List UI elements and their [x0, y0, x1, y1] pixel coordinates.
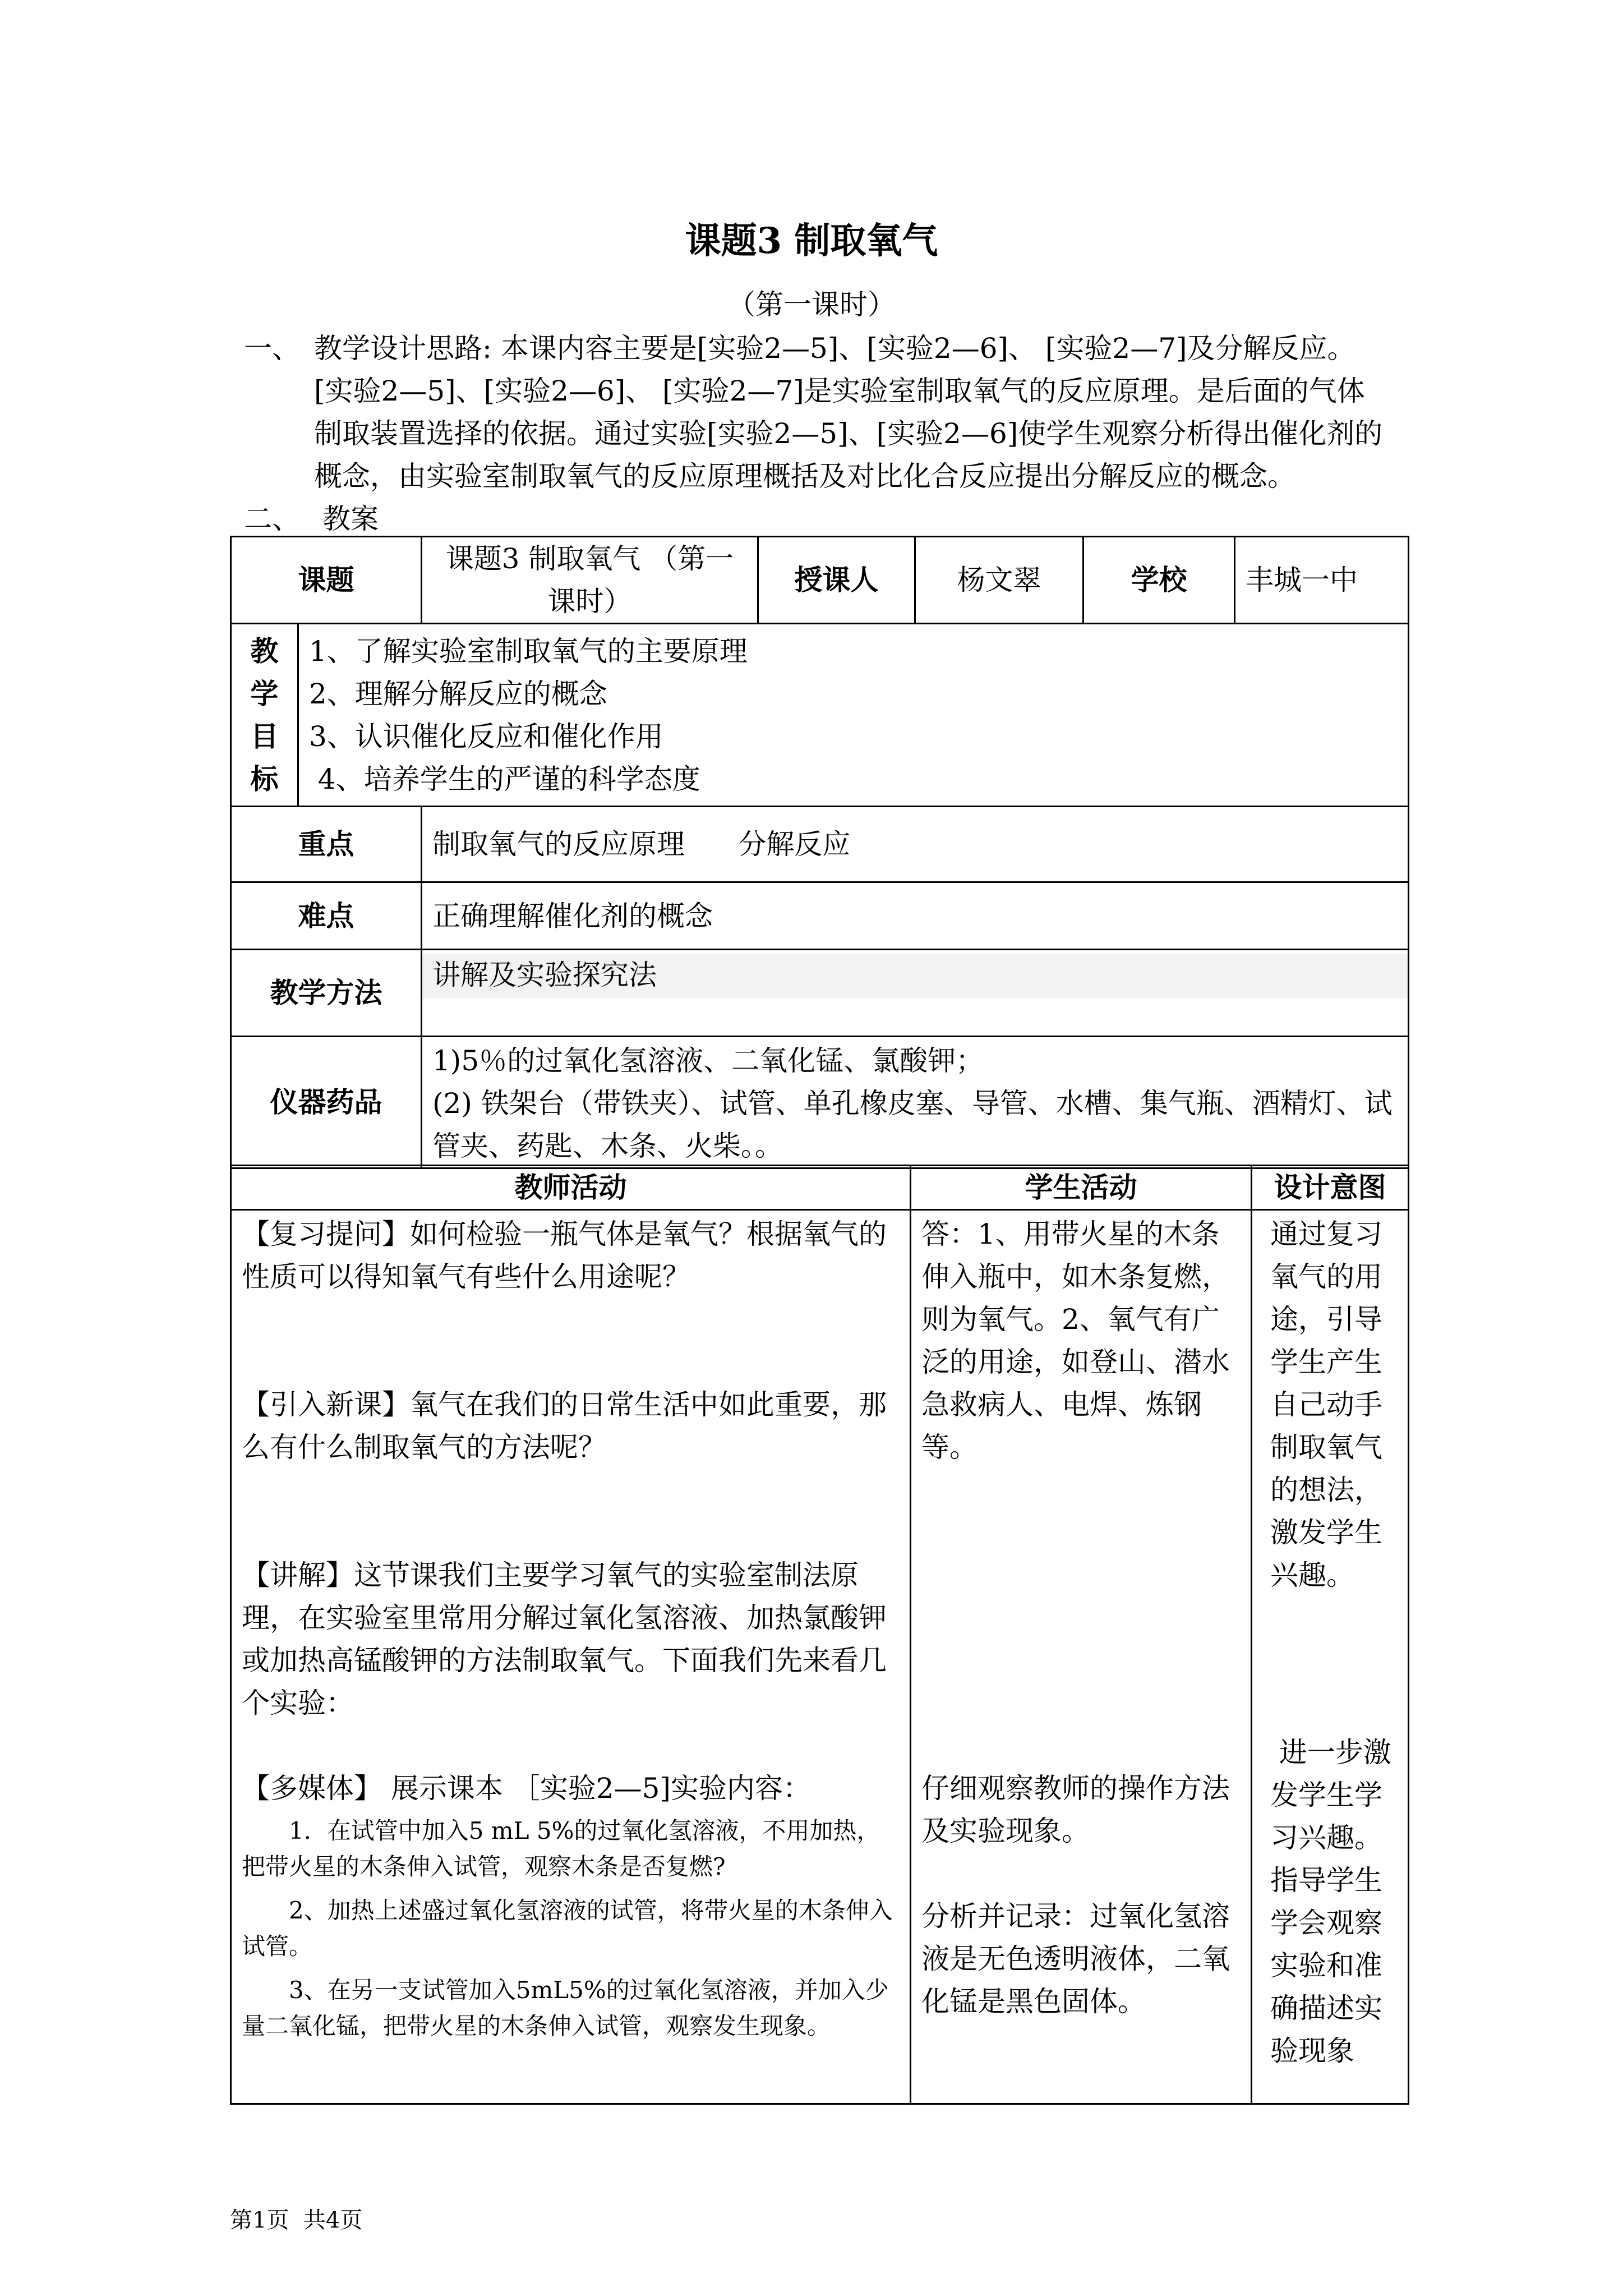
goals-label-char: 标	[250, 762, 279, 795]
key-label: 重点	[231, 807, 422, 882]
section1-text: 教学设计思路: 本课内容主要是[实验2—5]、[实验2—6]、 [实验2—7]及分解反应。[实验2—5]、[实验2—6]、 [实验2—7]是实验室制取氧气的反应原理。是后面的气体制取装置选择的依据。通过实验[实验2—5]、[实验2—6]使学生观察分析得出催化剂的概念，由实验室制取氧气的反应原理概括及对比化合反应提出分解反应的概念。	[314, 332, 1383, 493]
design-intent-header: 设计意图	[1252, 1166, 1409, 1210]
section2-text: 教案	[322, 503, 379, 535]
teacher-value: 杨文翠	[915, 537, 1083, 624]
method-value: 讲解及实验探究法	[422, 954, 1408, 999]
student-answer: 答：1、用带火星的木条伸入瓶中，如木条复燃，则为氧气。2、氧气有广泛的用途，如登山、潜水急救病人、电焊、炼钢等。	[921, 1218, 1230, 1464]
info-row-equipment	[231, 1037, 1409, 1168]
student-observe: 仔细观察教师的操作方法及实验现象。	[921, 1772, 1230, 1847]
method-label: 教学方法	[231, 950, 422, 1037]
explanation: 【讲解】这节课我们主要学习氧气的实验室制法原理，在实验室里常用分解过氧化氢溶液、加热氯酸钾或加热高锰酸钾的方法制取氧气。下面我们先来看几个实验：	[242, 1559, 887, 1719]
activity-header-row	[231, 1166, 1409, 1210]
section1-number: 一、	[244, 332, 300, 365]
info-row-method	[231, 950, 1409, 1037]
goals-label-char: 目	[250, 719, 279, 753]
info-row-key	[231, 807, 1409, 882]
page-footer: 第1页 共4页	[230, 2207, 363, 2233]
section2-number: 二、	[244, 503, 300, 535]
page-subtitle: （第一课时）	[727, 288, 896, 321]
activity-body-row	[231, 1210, 1409, 2104]
teacher-activity-cell	[231, 1210, 911, 2104]
student-activity-header: 学生活动	[911, 1166, 1252, 1210]
info-row-difficulty	[231, 882, 1409, 950]
goal-item: 1、了解实验室制取氧气的主要原理	[309, 635, 748, 668]
goals-label-char: 学	[250, 677, 279, 710]
school-value: 丰城一中	[1235, 537, 1409, 624]
goal-item: 4、培养学生的严谨的科学态度	[309, 763, 700, 795]
info-row-goals	[231, 624, 1409, 807]
goal-item: 3、认识催化反应和催化作用	[309, 720, 663, 753]
goals-label	[231, 624, 298, 807]
goal-item: 2、理解分解反应的概念	[309, 678, 607, 710]
goals-list	[298, 624, 1409, 807]
page-title: 课题3 制取氧气	[685, 220, 938, 262]
school-label: 学校	[1083, 537, 1235, 624]
difficulty-value: 正确理解催化剂的概念	[422, 882, 1409, 950]
equipment-line: (2) 铁架台（带铁夹）、试管、单孔橡皮塞、导管、水槽、集气瓶、酒精灯、试管夹、药匙、木条、火柴。。	[432, 1087, 1393, 1162]
topic-label: 课题	[231, 537, 422, 624]
teacher-activity-header: 教师活动	[231, 1166, 911, 1210]
review-question: 【复习提问】如何检验一瓶气体是氧气？根据氧气的性质可以得知氧气有些什么用途呢？	[242, 1218, 887, 1293]
info-row-topic	[231, 537, 1409, 624]
multimedia-intro: 【多媒体】 展示课本 ［实验2—5]实验内容：	[242, 1772, 811, 1805]
lesson-info-table	[230, 536, 1409, 1169]
student-record: 分析并记录：过氧化氢溶液是无色透明液体，二氧化锰是黑色固体。	[921, 1900, 1230, 2018]
design-intent-cell	[1252, 1210, 1409, 2104]
student-activity-cell	[911, 1210, 1252, 2104]
experiment-step: 2、加热上述盛过氧化氢溶液的试管，将带火星的木条伸入试管。	[242, 1897, 893, 1960]
activity-table	[230, 1165, 1409, 2105]
equipment-line: 1)5％的过氧化氢溶液、二氧化锰、氯酸钾；	[432, 1045, 984, 1077]
experiment-step: 1．在试管中加入5 mL 5%的过氧化氢溶液，不用加热，把带火星的木条伸入试管，观察木条是否复燃?	[242, 1817, 880, 1880]
teacher-label: 授课人	[758, 537, 915, 624]
topic-value: 课题3 制取氧气 （第一课时）	[422, 537, 758, 624]
goals-label-char: 教	[250, 634, 279, 668]
difficulty-label: 难点	[231, 882, 422, 950]
equipment-label: 仪器药品	[231, 1037, 422, 1168]
new-lesson-intro: 【引入新课】氧气在我们的日常生活中如此重要，那么有什么制取氧气的方法呢？	[242, 1388, 887, 1464]
key-value: 制取氧气的反应原理 分解反应	[422, 807, 1409, 882]
intent-review: 通过复习氧气的用途，引导学生产生自己动手制取氧气的想法，激发学生兴趣。	[1270, 1218, 1382, 1591]
equipment-list	[422, 1037, 1409, 1168]
section2-heading	[244, 498, 580, 540]
intent-observe: 进一步激发学生学习兴趣。指导学生学会观察实验和准确描述实验现象	[1270, 1736, 1391, 2067]
experiment-step: 3、在另一支试管加入5mL5%的过氧化氢溶液，并加入少量二氧化锰，把带火星的木条伸入试管，观察发生现象。	[242, 1976, 889, 2040]
method-cell	[422, 950, 1409, 1037]
